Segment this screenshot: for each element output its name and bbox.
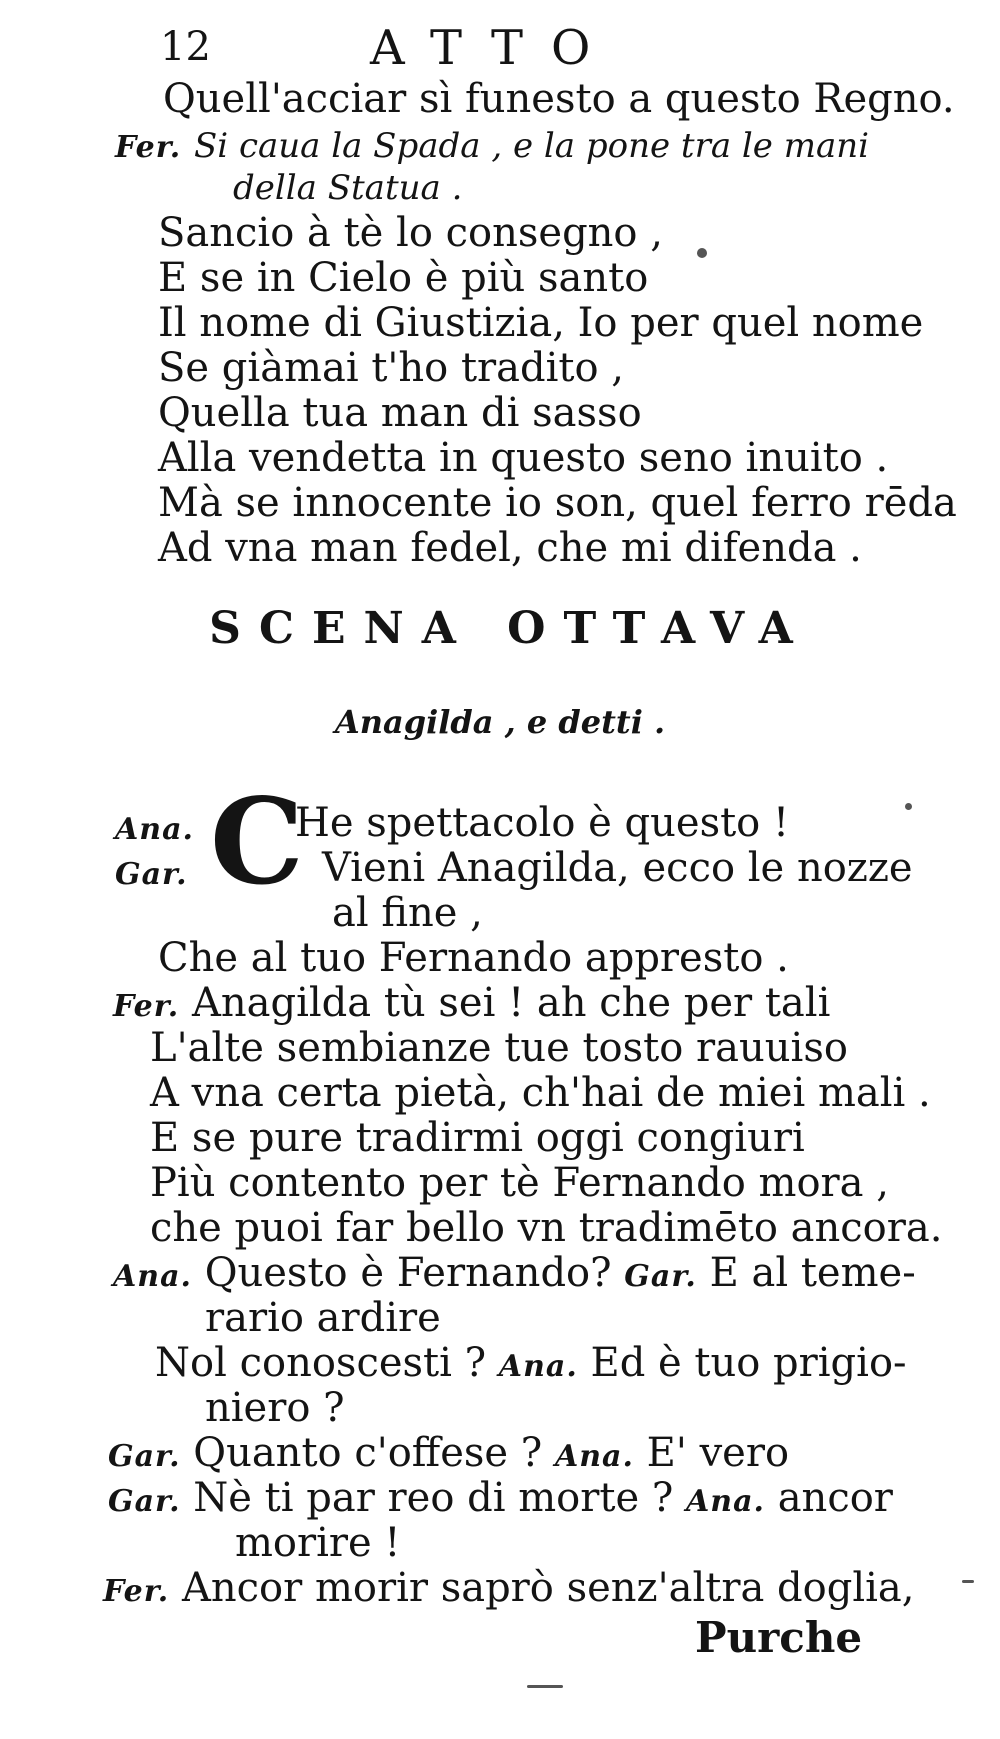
verse-line: Quella tua man di sasso: [158, 390, 642, 436]
page-header: [160, 20, 680, 80]
dialogue-line: A vna certa pietà, ch'hai de miei mali .: [150, 1070, 931, 1116]
dialogue-text: E al teme-: [709, 1250, 916, 1296]
dialogue-line: E se pure tradirmi oggi congiuri: [150, 1115, 805, 1161]
speaker-label: Ana.: [115, 812, 194, 847]
page-number: 12: [160, 24, 211, 70]
ink-speck: [962, 1580, 974, 1583]
verse-line: Se giàmai t'ho tradito ,: [158, 345, 624, 391]
verse-line: E se in Cielo è più santo: [158, 255, 649, 301]
speaker-label: Gar.: [115, 857, 188, 892]
dialogue-text: ancor: [777, 1475, 893, 1521]
dialogue-line: [155, 1341, 907, 1389]
running-head: ATTO: [370, 20, 619, 76]
dialogue-text: E' vero: [646, 1430, 790, 1476]
verse-line: Mà se innocente io son, quel ferro rēda: [158, 480, 957, 526]
dialogue-text: Ed è tuo prigio-: [590, 1340, 907, 1386]
stage-direction-line: [115, 122, 869, 170]
speaker-label: Ana.: [498, 1349, 578, 1384]
dialogue-line: morire !: [235, 1520, 401, 1566]
scene-characters: Anagilda , e detti .: [334, 703, 666, 741]
stage-direction: Si caua la Spada , e la pone tra le mani: [193, 126, 869, 166]
dialogue-line: niero ?: [205, 1385, 345, 1431]
speaker-label: Ana.: [113, 1259, 192, 1294]
dialogue-text: Ancor morir saprò senz'altra doglia,: [181, 1565, 915, 1611]
ink-speck: [697, 248, 707, 258]
dialogue-line: He spettacolo è questo !: [295, 800, 790, 846]
scene-title: SCENA OTTAVA: [209, 603, 811, 654]
speaker-label: Fer.: [115, 130, 182, 165]
speaker-label: Gar.: [108, 1439, 181, 1474]
verse-line: Quell'acciar sì funesto a questo Regno.: [163, 76, 955, 122]
dialogue-line: Più contento per tè Fernando mora ,: [150, 1160, 889, 1206]
speaker-label: Ana.: [554, 1439, 634, 1474]
stage-direction-continuation: della Statua .: [233, 168, 463, 208]
dialogue-line: [103, 1566, 914, 1614]
speaker-label: Ana.: [686, 1484, 765, 1519]
ink-speck: [527, 1685, 563, 1688]
verse-line: Ad vna man fedel, che mi difenda .: [158, 525, 862, 571]
dialogue-line: Vieni Anagilda, ecco le nozze: [322, 845, 913, 891]
dialogue-line: [113, 1251, 916, 1299]
dialogue-line: Che al tuo Fernando appresto .: [158, 935, 789, 981]
dialogue-line: [108, 1431, 789, 1479]
verse-line: Il nome di Giustizia, Io per quel nome: [158, 300, 924, 346]
dialogue-line: che puoi far bello vn tradimēto ancora.: [150, 1205, 943, 1251]
verse-line: Alla vendetta in questo seno inuito .: [158, 435, 889, 481]
dialogue-text: Quanto c'offese ?: [193, 1430, 543, 1476]
speaker-label: Gar.: [624, 1259, 697, 1294]
dialogue-line: rario ardire: [205, 1295, 441, 1341]
dialogue-text: Nè ti par reo di morte ?: [193, 1475, 674, 1521]
dialogue-text: Anagilda tù sei ! ah che per tali: [191, 980, 831, 1026]
dialogue-line: al fine ,: [332, 890, 483, 936]
drop-cap: C: [210, 772, 304, 911]
dialogue-line: L'alte sembianze tue tosto rauuiso: [150, 1025, 848, 1071]
dialogue-line: [113, 981, 830, 1029]
speaker-label: Fer.: [113, 989, 180, 1024]
dialogue-line: [108, 1476, 893, 1524]
verse-line: Sancio à tè lo consegno ,: [158, 210, 663, 256]
dialogue-text: Questo è Fernando?: [204, 1250, 612, 1296]
catchword: Purche: [695, 1613, 863, 1662]
ink-speck: [905, 803, 912, 810]
speaker-label: Gar.: [108, 1484, 181, 1519]
dialogue-text: Nol conoscesti ?: [155, 1340, 487, 1386]
speaker-label: Fer.: [103, 1574, 170, 1609]
